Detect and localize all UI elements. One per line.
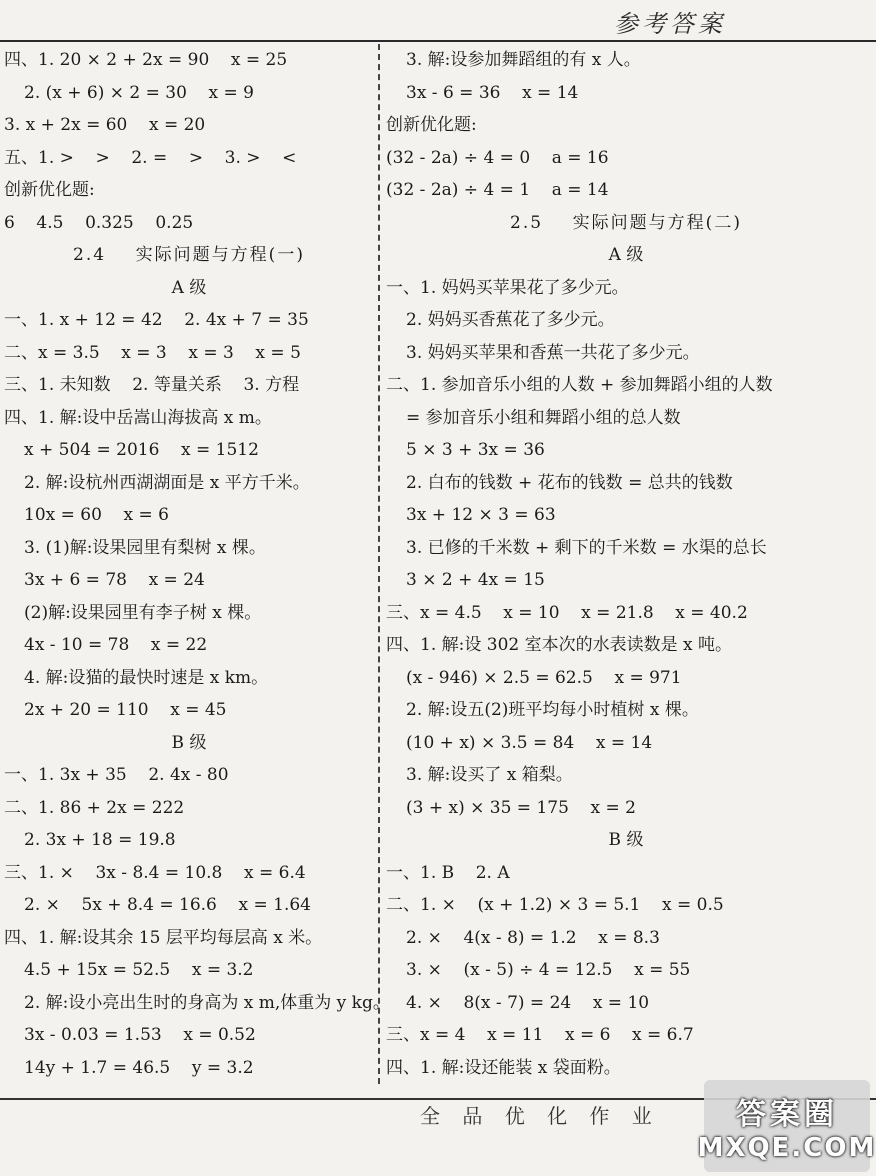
answer-line: 4. 解:设猫的最快时速是 x km。 <box>24 667 269 688</box>
answer-line: 一、1. x + 12 = 42 2. 4x + 7 = 35 <box>4 310 309 330</box>
answer-line: 2. (x + 6) × 2 = 30 x = 9 <box>24 82 254 103</box>
answer-line: 4.5 + 15x = 52.5 x = 3.2 <box>24 960 254 980</box>
answer-line: 2. 解:设杭州西湖湖面是 x 平方千米。 <box>24 472 310 493</box>
watermark-logo <box>697 1080 876 1172</box>
answer-line: 3. × (x - 5) ÷ 4 = 12.5 x = 55 <box>406 960 691 980</box>
answer-line: 6 4.5 0.325 0.25 <box>4 212 194 233</box>
answer-line: (32 - 2a) ÷ 4 = 0 a = 16 <box>386 147 609 168</box>
answer-line: 三、x = 4 x = 11 x = 6 x = 6.7 <box>386 1025 694 1045</box>
answer-line: 五、1. > > 2. = > 3. > < <box>4 147 297 168</box>
answer-line: (10 + x) × 3.5 = 84 x = 14 <box>406 732 653 753</box>
level-title: B 级 <box>171 732 207 753</box>
answer-line: 一、1. B 2. A <box>386 862 510 883</box>
answer-line: 2. × 5x + 8.4 = 16.6 x = 1.64 <box>24 895 311 915</box>
section-title: 2.5 实际问题与方程(二) <box>510 212 742 233</box>
answer-line: (x - 946) × 2.5 = 62.5 x = 971 <box>406 667 682 688</box>
column-divider <box>378 44 380 1084</box>
answer-line: 四、1. 20 × 2 + 2x = 90 x = 25 <box>4 50 288 70</box>
answer-line: x + 504 = 2016 x = 1512 <box>24 440 259 460</box>
answer-line: 3x - 0.03 = 1.53 x = 0.52 <box>24 1025 256 1045</box>
answer-line: 5 × 3 + 3x = 36 <box>406 440 545 460</box>
answer-line: 3. 妈妈买苹果和香蕉一共花了多少元。 <box>406 342 700 363</box>
left-column <box>4 44 390 1084</box>
answer-line: 3. 已修的千米数 + 剩下的千米数 = 水渠的总长 <box>406 537 767 558</box>
answer-line: 3x - 6 = 36 x = 14 <box>406 82 579 103</box>
answer-line: 3x + 6 = 78 x = 24 <box>24 570 205 590</box>
watermark-text-top: 答案圈 <box>736 1097 838 1132</box>
answer-line: 一、1. 3x + 35 2. 4x - 80 <box>4 765 229 785</box>
answer-line: 3 × 2 + 4x = 15 <box>406 570 545 590</box>
answer-line: 14y + 1.7 = 46.5 y = 3.2 <box>24 1057 254 1078</box>
answer-line: 四、1. 解:设中岳嵩山海拔高 x m。 <box>4 407 272 428</box>
answer-line: 2. 解:设五(2)班平均每小时植树 x 棵。 <box>406 700 699 720</box>
answer-line: 创新优化题: <box>4 180 95 200</box>
answer-line: 3x + 12 × 3 = 63 <box>406 505 556 525</box>
answer-line: 三、1. × 3x - 8.4 = 10.8 x = 6.4 <box>4 862 306 883</box>
answer-line: = 参加音乐小组和舞蹈小组的总人数 <box>406 407 681 428</box>
right-column <box>386 44 866 1084</box>
answer-line: 10x = 60 x = 6 <box>24 505 169 525</box>
level-title: A 级 <box>608 245 644 265</box>
answer-line: 2. 妈妈买香蕉花了多少元。 <box>406 310 615 330</box>
answer-line: (32 - 2a) ÷ 4 = 1 a = 14 <box>386 180 609 200</box>
answer-line: 二、1. 86 + 2x = 222 <box>4 797 185 818</box>
answer-line: (2)解:设果园里有李子树 x 棵。 <box>24 602 262 623</box>
level-title: B 级 <box>608 830 644 850</box>
header-rule <box>0 40 876 42</box>
level-title: A 级 <box>171 277 207 298</box>
answer-line: 4. × 8(x - 7) = 24 x = 10 <box>406 992 650 1013</box>
answer-line: 二、x = 3.5 x = 3 x = 3 x = 5 <box>4 342 301 363</box>
answer-line: 二、1. × (x + 1.2) × 3 = 5.1 x = 0.5 <box>386 895 724 915</box>
answer-line: 4x - 10 = 78 x = 22 <box>24 635 208 655</box>
answer-line: 2. 解:设小亮出生时的身高为 x m,体重为 y kg。 <box>24 992 390 1013</box>
answer-line: 3. x + 2x = 60 x = 20 <box>4 115 206 135</box>
answer-line: 二、1. 参加音乐小组的人数 + 参加舞蹈小组的人数 <box>386 375 773 395</box>
answer-line: 四、1. 解:设其余 15 层平均每层高 x 米。 <box>4 927 323 948</box>
answer-line: 四、1. 解:设还能装 x 袋面粉。 <box>386 1057 621 1078</box>
footer-series-title: 全 品 优 化 作 业 <box>420 1104 660 1128</box>
answer-line: 3. 解:设参加舞蹈组的有 x 人。 <box>406 50 641 70</box>
answer-line: 2x + 20 = 110 x = 45 <box>24 700 227 720</box>
answer-line: 一、1. 妈妈买苹果花了多少元。 <box>386 277 629 298</box>
answer-line: 创新优化题: <box>386 115 477 135</box>
answer-line: 2. × 4(x - 8) = 1.2 x = 8.3 <box>406 927 660 948</box>
answer-line: (3 + x) × 35 = 175 x = 2 <box>406 797 636 818</box>
answer-line: 四、1. 解:设 302 室本次的水表读数是 x 吨。 <box>386 635 733 655</box>
answer-line: 3. 解:设买了 x 箱梨。 <box>406 765 573 785</box>
answer-line: 三、x = 4.5 x = 10 x = 21.8 x = 40.2 <box>386 602 748 623</box>
section-title: 2.4 实际问题与方程(一) <box>73 245 305 265</box>
answer-line: 三、1. 未知数 2. 等量关系 3. 方程 <box>4 375 300 395</box>
page-header-title: 参考答案 <box>614 10 726 38</box>
answer-line: 3. (1)解:设果园里有梨树 x 棵。 <box>24 537 266 558</box>
answer-line: 2. 白布的钱数 + 花布的钱数 = 总共的钱数 <box>406 472 733 493</box>
watermark-text-bottom: MXQE.COM <box>697 1133 876 1163</box>
answer-line: 2. 3x + 18 = 19.8 <box>24 830 176 850</box>
